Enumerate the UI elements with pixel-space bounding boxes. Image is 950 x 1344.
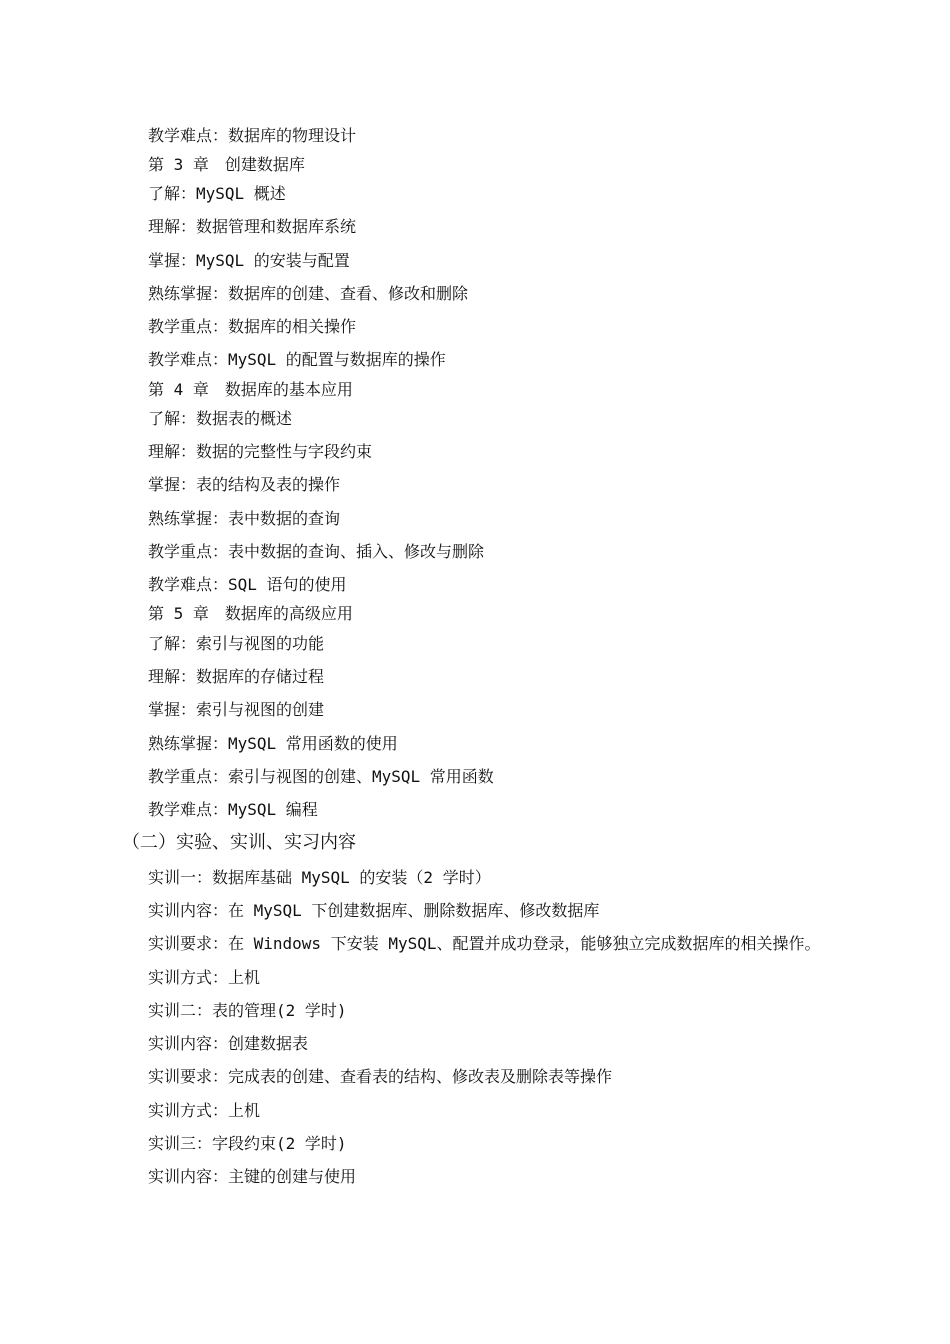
section-heading: （二）实验、实训、实习内容 xyxy=(122,832,356,853)
text-line: 实训内容：创建数据表 xyxy=(148,1034,309,1053)
text-line: 理解：数据的完整性与字段约束 xyxy=(148,442,373,461)
text-line: 教学难点：MySQL 编程 xyxy=(148,800,318,819)
text-line: 熟练掌握：表中数据的查询 xyxy=(148,509,341,528)
text-line: 熟练掌握：数据库的创建、查看、修改和删除 xyxy=(148,284,469,303)
text-line: 实训方式：上机 xyxy=(148,1101,261,1120)
text-line: 了解：索引与视图的功能 xyxy=(148,634,325,653)
chapter-heading: 第 5 章 数据库的高级应用 xyxy=(148,604,353,623)
text-line: 掌握：索引与视图的创建 xyxy=(148,700,325,719)
text-line: 实训要求：完成表的创建、查看表的结构、修改表及删除表等操作 xyxy=(148,1067,613,1086)
text-line: 教学重点：索引与视图的创建、MySQL 常用函数 xyxy=(148,767,494,786)
text-line: 了解：数据表的概述 xyxy=(148,409,293,428)
text-line: 教学重点：数据库的相关操作 xyxy=(148,317,357,336)
text-line: 实训内容：主键的创建与使用 xyxy=(148,1167,357,1186)
text-line: 了解：MySQL 概述 xyxy=(148,184,286,203)
text-line: 实训三：字段约束(2 学时) xyxy=(148,1134,347,1153)
text-line: 理解：数据管理和数据库系统 xyxy=(148,217,357,236)
text-line: 教学难点：MySQL 的配置与数据库的操作 xyxy=(148,350,446,369)
text-line: 掌握：MySQL 的安装与配置 xyxy=(148,251,350,270)
text-line: 教学重点：表中数据的查询、插入、修改与删除 xyxy=(148,542,485,561)
text-line: 实训内容：在 MySQL 下创建数据库、删除数据库、修改数据库 xyxy=(148,901,600,920)
text-line: 掌握：表的结构及表的操作 xyxy=(148,475,341,494)
chapter-heading: 第 4 章 数据库的基本应用 xyxy=(148,380,353,399)
text-line: 实训要求：在 Windows 下安装 MySQL、配置并成功登录，能够独立完成数据库的相关操作。 xyxy=(148,934,821,953)
text-line: 理解：数据库的存储过程 xyxy=(148,667,325,686)
text-line: 实训一：数据库基础 MySQL 的安装（2 学时） xyxy=(148,868,491,887)
text-line: 教学难点：数据库的物理设计 xyxy=(148,126,357,145)
text-line: 实训二：表的管理(2 学时) xyxy=(148,1001,347,1020)
text-line: 教学难点：SQL 语句的使用 xyxy=(148,575,347,594)
text-line: 实训方式：上机 xyxy=(148,968,261,987)
chapter-heading: 第 3 章 创建数据库 xyxy=(148,155,305,174)
text-line: 熟练掌握：MySQL 常用函数的使用 xyxy=(148,734,398,753)
